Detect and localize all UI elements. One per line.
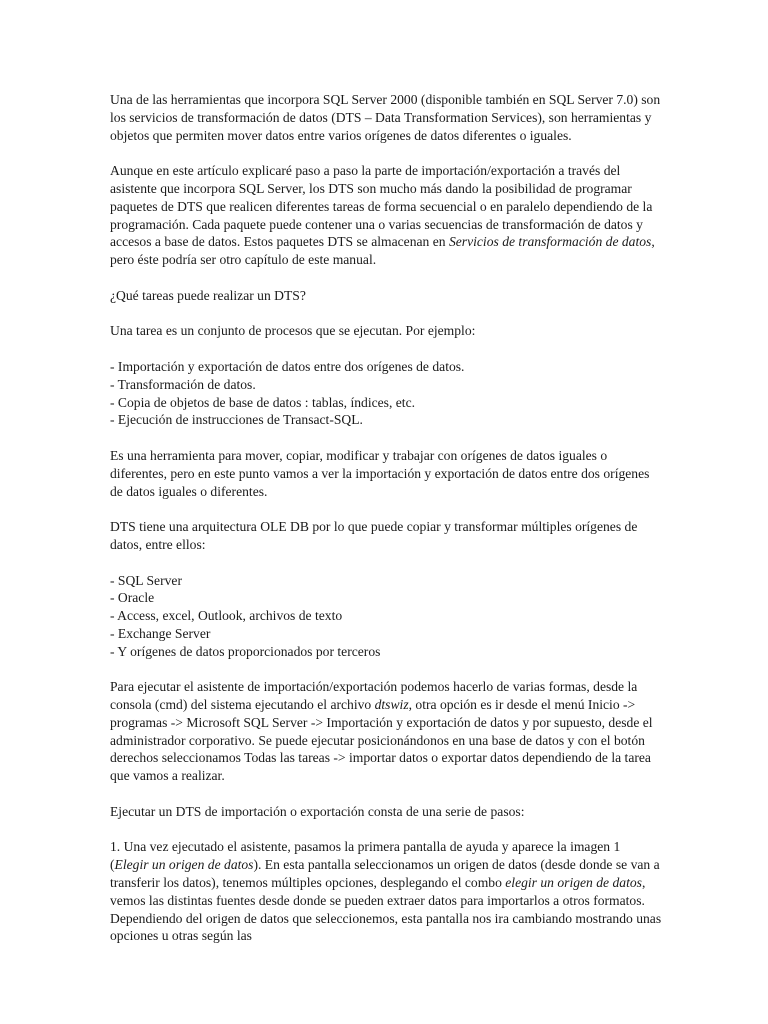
text-run: Para ejecutar el asistente de importación/exportación podemos hacerlo de varias formas, desde la consola (cmd) del sistema ejecutando el archivo — [110, 679, 638, 713]
emphasis-text: Elegir un origen de datos — [114, 857, 254, 873]
list-item: - Oracle — [110, 590, 155, 606]
list-item: - Exchange Server — [110, 625, 211, 641]
text-run: , vemos las distintas fuentes desde donde se pueden extraer datos para importarlos a otros formatos. Dependiendo del origen de datos que seleccionemos, esta pantalla nos ira cambiando mostrando unas opciones u otras según las — [110, 875, 662, 944]
list-item: - Transformación de datos. — [110, 376, 256, 392]
list-item: - Ejecución de instrucciones de Transact-SQL. — [110, 412, 363, 428]
dts-description-paragraph — [110, 162, 662, 269]
text-run: 1. Una vez ejecutado el asistente, pasamos la primera pantalla de ayuda y aparece la imagen 1 ( — [110, 839, 621, 873]
emphasis-text: Servicios de transformación de datos — [448, 234, 652, 250]
tool-paragraph: Es una herramienta para mover, copiar, modificar y trabajar con orígenes de datos iguales o diferentes, pero en este punto vamos a ver la importación y exportación de datos entre dos orígenes de datos iguales o diferentes. — [110, 447, 650, 499]
text-run: ). En esta pantalla seleccionamos un origen de datos (desde donde se van a transferir los datos), tenemos múltiples opciones, desplegando el combo — [110, 857, 660, 891]
list-item: - Importación y exportación de datos entre dos orígenes de datos. — [110, 358, 465, 374]
list-item: - SQL Server — [110, 572, 182, 588]
step-one-paragraph — [110, 838, 662, 945]
steps-intro-paragraph: Ejecutar un DTS de importación o exportación consta de una serie de pasos: — [110, 803, 525, 819]
sources-list — [110, 572, 662, 661]
emphasis-text: elegir un origen de datos — [505, 875, 642, 891]
text-run: , otra opción es ir desde el menú Inicio -> programas -> Microsoft SQL Server -> Importación y exportación de datos y por supuesto, desde el administrador corporativo. Se puede ejecutar posicionándonos en una base de datos y con el botón derechos seleccionamos Todas las tareas -> importar datos o exportar datos dependiendo de la tarea que vamos a realizar. — [110, 697, 653, 784]
list-item: - Access, excel, Outlook, archivos de texto — [110, 608, 343, 624]
text-run: Aunque en este artículo explicaré paso a paso la parte de importación/exportación a través del asistente que incorpora SQL Server, los DTS son mucho más dando la posibilidad de programar paquetes de DTS que realicen diferentes tareas de forma secuencial o en paralelo dependiendo de la programación. Cada paquete puede contener una o varias secuencias de transformación de datos y accesos a base de datos. Estos paquetes DTS se almacenan en — [110, 163, 653, 250]
intro-paragraph: Una de las herramientas que incorpora SQL Server 2000 (disponible también en SQL Server 7.0) son los servicios de transformación de datos (DTS – Data Transformation Services), son herramientas y objetos que permiten mover datos entre varios orígenes de datos diferentes o iguales. — [110, 92, 661, 143]
text-run: , pero éste podría ser otro capítulo de este manual. — [110, 234, 655, 268]
document-page — [110, 91, 662, 963]
list-item: - Y orígenes de datos proporcionados por terceros — [110, 643, 381, 659]
architecture-paragraph: DTS tiene una arquitectura OLE DB por lo que puede copiar y transformar múltiples orígenes de datos, entre ellos: — [110, 519, 638, 552]
wizard-paragraph — [110, 678, 662, 785]
emphasis-text: dtswiz — [374, 697, 409, 713]
tasks-list — [110, 358, 662, 429]
task-definition-paragraph: Una tarea es un conjunto de procesos que se ejecutan. Por ejemplo: — [110, 323, 476, 339]
list-item: - Copia de objetos de base de datos : tablas, índices, etc. — [110, 394, 416, 410]
question-heading: ¿Qué tareas puede realizar un DTS? — [110, 287, 306, 303]
